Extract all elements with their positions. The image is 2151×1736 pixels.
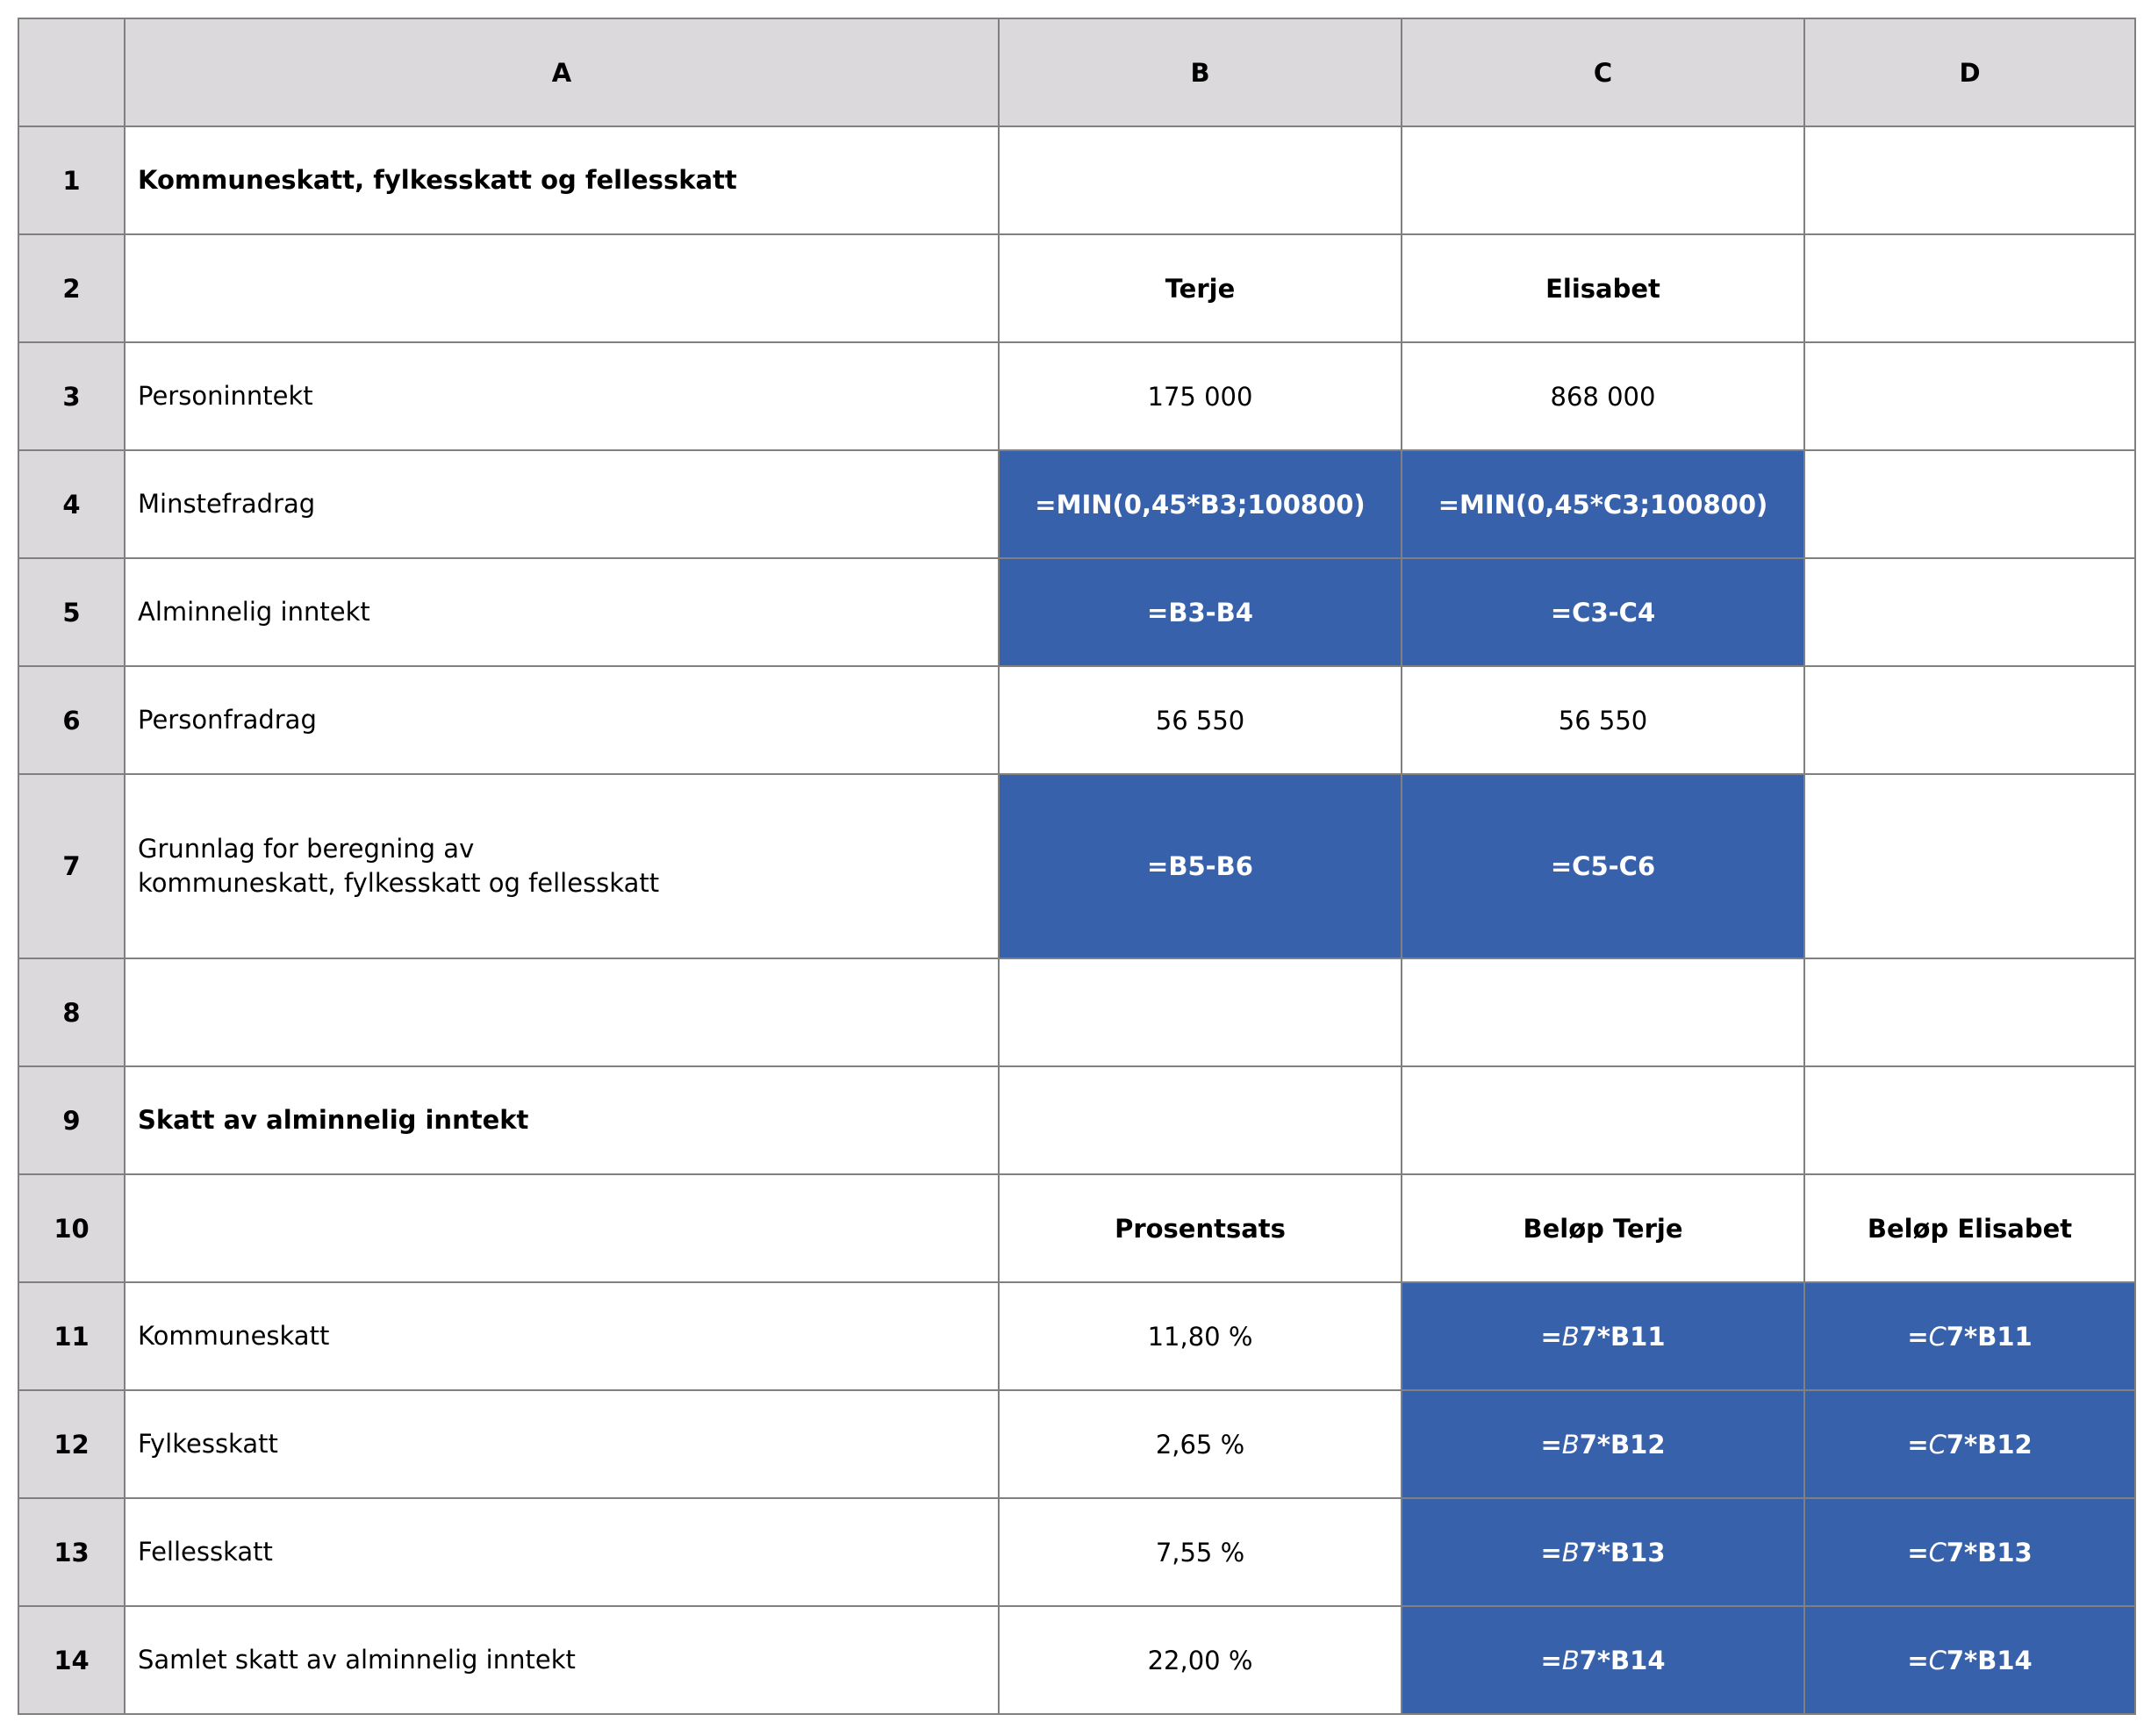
cell-a14[interactable]: Samlet skatt av alminnelig inntekt [125, 1606, 999, 1714]
cell-b7[interactable]: =B5-B6 [999, 774, 1402, 958]
cell-d4[interactable] [1804, 450, 2135, 558]
cell-d7[interactable] [1804, 774, 2135, 958]
cell-a2[interactable] [125, 234, 999, 342]
column-header-d[interactable]: D [1804, 18, 2135, 126]
cell-a7-line2: kommuneskatt, fylkesskatt og fellesskatt [138, 868, 660, 898]
cell-b12[interactable]: 2,65 % [999, 1390, 1402, 1498]
row-header[interactable]: 14 [18, 1606, 125, 1714]
cell-a6[interactable]: Personfradrag [125, 666, 999, 774]
cell-a7-line1: Grunnlag for beregning av [138, 833, 475, 864]
table-row [18, 774, 2135, 958]
row-header[interactable]: 6 [18, 666, 125, 774]
cell-d13[interactable]: =C7*B13 [1804, 1498, 2135, 1606]
cell-c13[interactable]: =B7*B13 [1402, 1498, 1804, 1606]
cell-b5[interactable]: =B3-B4 [999, 558, 1402, 666]
cell-b10[interactable]: Prosentsats [999, 1174, 1402, 1282]
cell-a11[interactable]: Kommuneskatt [125, 1282, 999, 1390]
spreadsheet-table [18, 18, 2136, 1715]
cell-c10[interactable]: Beløp Terje [1402, 1174, 1804, 1282]
table-row [18, 1606, 2135, 1714]
cell-b14[interactable]: 22,00 % [999, 1606, 1402, 1714]
cell-c11[interactable]: =B7*B11 [1402, 1282, 1804, 1390]
cell-a9[interactable]: Skatt av alminnelig inntekt [125, 1066, 999, 1174]
table-row [18, 234, 2135, 342]
cell-c5[interactable]: =C3-C4 [1402, 558, 1804, 666]
row-header[interactable]: 4 [18, 450, 125, 558]
cell-b13[interactable]: 7,55 % [999, 1498, 1402, 1606]
cell-b6[interactable]: 56 550 [999, 666, 1402, 774]
row-header[interactable]: 13 [18, 1498, 125, 1606]
table-row [18, 1498, 2135, 1606]
table-row [18, 958, 2135, 1066]
table-row [18, 1390, 2135, 1498]
cell-d9[interactable] [1804, 1066, 2135, 1174]
column-header-c[interactable]: C [1402, 18, 1804, 126]
table-row [18, 666, 2135, 774]
cell-a3[interactable]: Personinntekt [125, 342, 999, 450]
cell-b1[interactable] [999, 126, 1402, 234]
cell-c3[interactable]: 868 000 [1402, 342, 1804, 450]
cell-a8[interactable] [125, 958, 999, 1066]
row-header[interactable]: 1 [18, 126, 125, 234]
row-header[interactable]: 7 [18, 774, 125, 958]
cell-c6[interactable]: 56 550 [1402, 666, 1804, 774]
cell-c8[interactable] [1402, 958, 1804, 1066]
column-header-a[interactable]: A [125, 18, 999, 126]
cell-c12[interactable]: =B7*B12 [1402, 1390, 1804, 1498]
table-row [18, 126, 2135, 234]
table-row [18, 1066, 2135, 1174]
cell-a5[interactable]: Alminnelig inntekt [125, 558, 999, 666]
cell-c14[interactable]: =B7*B14 [1402, 1606, 1804, 1714]
cell-d12[interactable]: =C7*B12 [1804, 1390, 2135, 1498]
table-row [18, 450, 2135, 558]
row-header[interactable]: 11 [18, 1282, 125, 1390]
cell-b11[interactable]: 11,80 % [999, 1282, 1402, 1390]
table-row [18, 342, 2135, 450]
table-row [18, 1282, 2135, 1390]
cell-b9[interactable] [999, 1066, 1402, 1174]
cell-d3[interactable] [1804, 342, 2135, 450]
cell-c1[interactable] [1402, 126, 1804, 234]
cell-c9[interactable] [1402, 1066, 1804, 1174]
cell-c4[interactable]: =MIN(0,45*C3;100800) [1402, 450, 1804, 558]
corner-cell[interactable] [18, 18, 125, 126]
cell-a13[interactable]: Fellesskatt [125, 1498, 999, 1606]
column-header-row [18, 18, 2135, 126]
cell-c7[interactable]: =C5-C6 [1402, 774, 1804, 958]
row-header[interactable]: 8 [18, 958, 125, 1066]
cell-b4[interactable]: =MIN(0,45*B3;100800) [999, 450, 1402, 558]
cell-b3[interactable]: 175 000 [999, 342, 1402, 450]
cell-d1[interactable] [1804, 126, 2135, 234]
cell-a7[interactable] [125, 774, 999, 958]
row-header[interactable]: 10 [18, 1174, 125, 1282]
cell-d11[interactable]: =C7*B11 [1804, 1282, 2135, 1390]
cell-a12[interactable]: Fylkesskatt [125, 1390, 999, 1498]
cell-a4[interactable]: Minstefradrag [125, 450, 999, 558]
cell-d2[interactable] [1804, 234, 2135, 342]
cell-b2[interactable]: Terje [999, 234, 1402, 342]
row-header[interactable]: 9 [18, 1066, 125, 1174]
row-header[interactable]: 3 [18, 342, 125, 450]
cell-d14[interactable]: =C7*B14 [1804, 1606, 2135, 1714]
cell-c2[interactable]: Elisabet [1402, 234, 1804, 342]
column-header-b[interactable]: B [999, 18, 1402, 126]
table-row [18, 1174, 2135, 1282]
cell-a10[interactable] [125, 1174, 999, 1282]
cell-d5[interactable] [1804, 558, 2135, 666]
cell-b8[interactable] [999, 958, 1402, 1066]
cell-d6[interactable] [1804, 666, 2135, 774]
table-row [18, 558, 2135, 666]
cell-d8[interactable] [1804, 958, 2135, 1066]
cell-a1[interactable]: Kommuneskatt, fylkesskatt og fellesskatt [125, 126, 999, 234]
row-header[interactable]: 5 [18, 558, 125, 666]
row-header[interactable]: 12 [18, 1390, 125, 1498]
cell-d10[interactable]: Beløp Elisabet [1804, 1174, 2135, 1282]
row-header[interactable]: 2 [18, 234, 125, 342]
